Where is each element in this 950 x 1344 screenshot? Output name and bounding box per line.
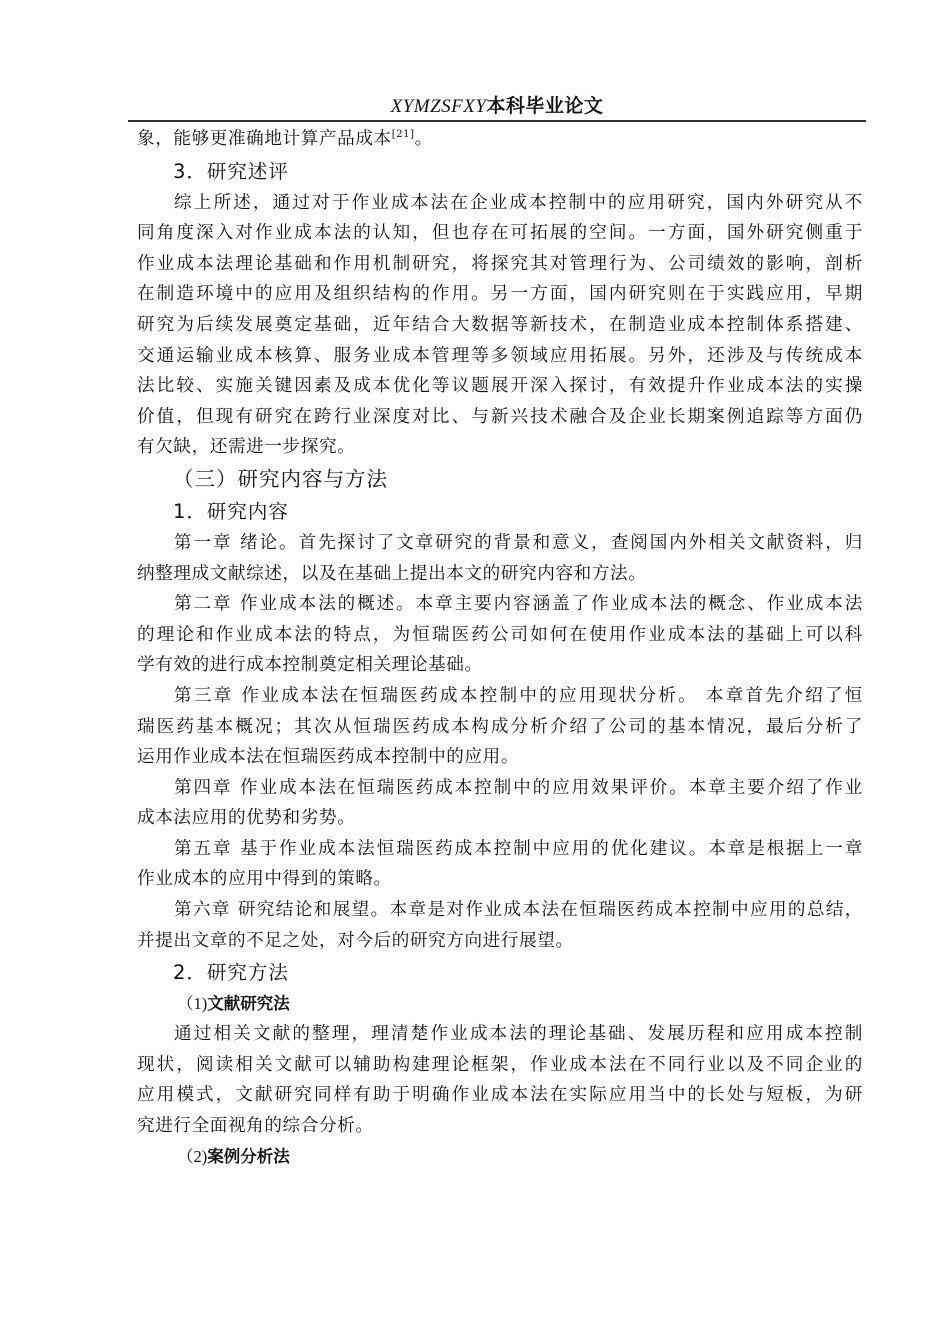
header-rule xyxy=(128,120,866,122)
text-line: 学有效的进行成本控制奠定相关理论基础。 xyxy=(137,655,483,676)
text-line: 有欠缺，还需进一步探究。 xyxy=(137,437,356,458)
text-line: 同角度深入对作业成本法的认知，但也存在可拓展的空间。一方面，国外研究侧重于 xyxy=(137,223,863,244)
text-line: 研究为后续发展奠定基础，近年结合大数据等新技术，在制造业成本控制体系搭建、 xyxy=(137,314,863,335)
text-line: 第二章 作业成本法的概述。本章主要内容涵盖了作业成本法的概念、作业成本法 xyxy=(174,594,863,615)
continuation-end: 。 xyxy=(414,129,433,149)
paragraph-chapter-3 xyxy=(137,681,863,773)
paragraph-chapter-4 xyxy=(137,773,863,834)
text-line: 在制造环境中的应用及组织结构的作用。另一方面，国内研究则在于实践应用，早期 xyxy=(137,284,863,305)
header-code: XYMZSFXY xyxy=(390,96,487,117)
text-line: 的理论和作业成本法的特点，为恒瑞医药公司如何在使用作业成本法的基础上可以科 xyxy=(137,624,863,645)
continuation-text: 象，能够更准确地计算产品成本 xyxy=(137,129,392,149)
heading-research-review: 3．研究述评 xyxy=(173,159,289,183)
text-line: 法比较、实施关键因素及成本优化等议题展开深入探讨，有效提升作业成本法的实操 xyxy=(137,376,863,397)
method-number: （1) xyxy=(177,994,208,1014)
paragraph-chapter-1 xyxy=(137,528,863,589)
document-body xyxy=(137,124,863,1172)
text-line: 并提出文章的不足之处，对今后的研究方向进行展望。 xyxy=(137,930,574,951)
text-line: 价值，但现有研究在跨行业深度对比、与新兴技术融合及企业长期案例追踪等方面仍 xyxy=(137,406,863,427)
text-line: 作业成本的应用中得到的策略。 xyxy=(137,869,392,890)
paragraph-literature-method xyxy=(137,1019,863,1141)
heading-content-and-methods: （三）研究内容与方法 xyxy=(173,466,388,491)
text-line: 应用模式，文献研究同样有助于明确作业成本法在实际应用当中的长处与短板，为研 xyxy=(137,1085,863,1106)
header-title: 本科毕业论文 xyxy=(486,95,604,117)
text-line: 通过相关文献的整理，理清楚作业成本法的理论基础、发展历程和应用成本控制 xyxy=(174,1024,863,1045)
text-line: 第六章 研究结论和展望。本章是对作业成本法在恒瑞医药成本控制中应用的总结， xyxy=(174,900,863,921)
heading-case-method xyxy=(137,1142,863,1172)
paragraph-research-review xyxy=(137,188,863,463)
text-line: 瑞医药基本概况；其次从恒瑞医药成本构成分析介绍了公司的基本情况，最后分析了 xyxy=(137,716,863,737)
continuation-line xyxy=(137,124,863,155)
text-line: 作业成本法理论基础和作用机制研究，将探究其对管理行为、公司绩效的影响，剖析 xyxy=(137,253,863,274)
text-line: 交通运输业成本核算、服务业成本管理等多领域应用拓展。另外，还涉及与传统成本 xyxy=(137,345,863,366)
method-title: 文献研究法 xyxy=(207,994,290,1014)
heading-literature-method xyxy=(137,989,863,1019)
paragraph-chapter-6 xyxy=(137,895,863,956)
text-line: 第一章 绪论。首先探讨了文章研究的背景和意义，查阅国内外相关文献资料，归 xyxy=(174,532,863,553)
text-line: 第四章 作业成本法在恒瑞医药成本控制中的应用效果评价。本章主要介绍了作业 xyxy=(174,777,863,798)
text-line: 第五章 基于作业成本法恒瑞医药成本控制中应用的优化建议。本章是根据上一章 xyxy=(174,838,863,859)
text-line: 第三章 作业成本法在恒瑞医药成本控制中的应用现状分析。 本章首先介绍了恒 xyxy=(174,685,863,706)
text-line: 纳整理成文献综述，以及在基础上提出本文的研究内容和方法。 xyxy=(137,563,647,584)
text-line: 成本法应用的优势和劣势。 xyxy=(137,808,356,829)
paragraph-chapter-5 xyxy=(137,834,863,895)
heading-research-content: 1．研究内容 xyxy=(173,499,289,523)
text-line: 综上所述，通过对于作业成本法在企业成本控制中的应用研究，国内外研究从不 xyxy=(174,192,863,213)
method-title: 案例分析法 xyxy=(207,1146,290,1166)
text-line: 现状，阅读相关文献可以辅助构建理论框架，作业成本法在不同行业以及不同企业的 xyxy=(137,1054,863,1075)
method-number: （2) xyxy=(177,1146,208,1166)
citation: [21] xyxy=(391,129,415,140)
text-line: 运用作业成本法在恒瑞医药成本控制中的应用。 xyxy=(137,747,520,768)
text-line: 究进行全面视角的综合分析。 xyxy=(137,1116,374,1137)
running-header xyxy=(128,92,866,120)
paragraph-chapter-2 xyxy=(137,589,863,681)
heading-research-methods: 2．研究方法 xyxy=(173,961,289,985)
